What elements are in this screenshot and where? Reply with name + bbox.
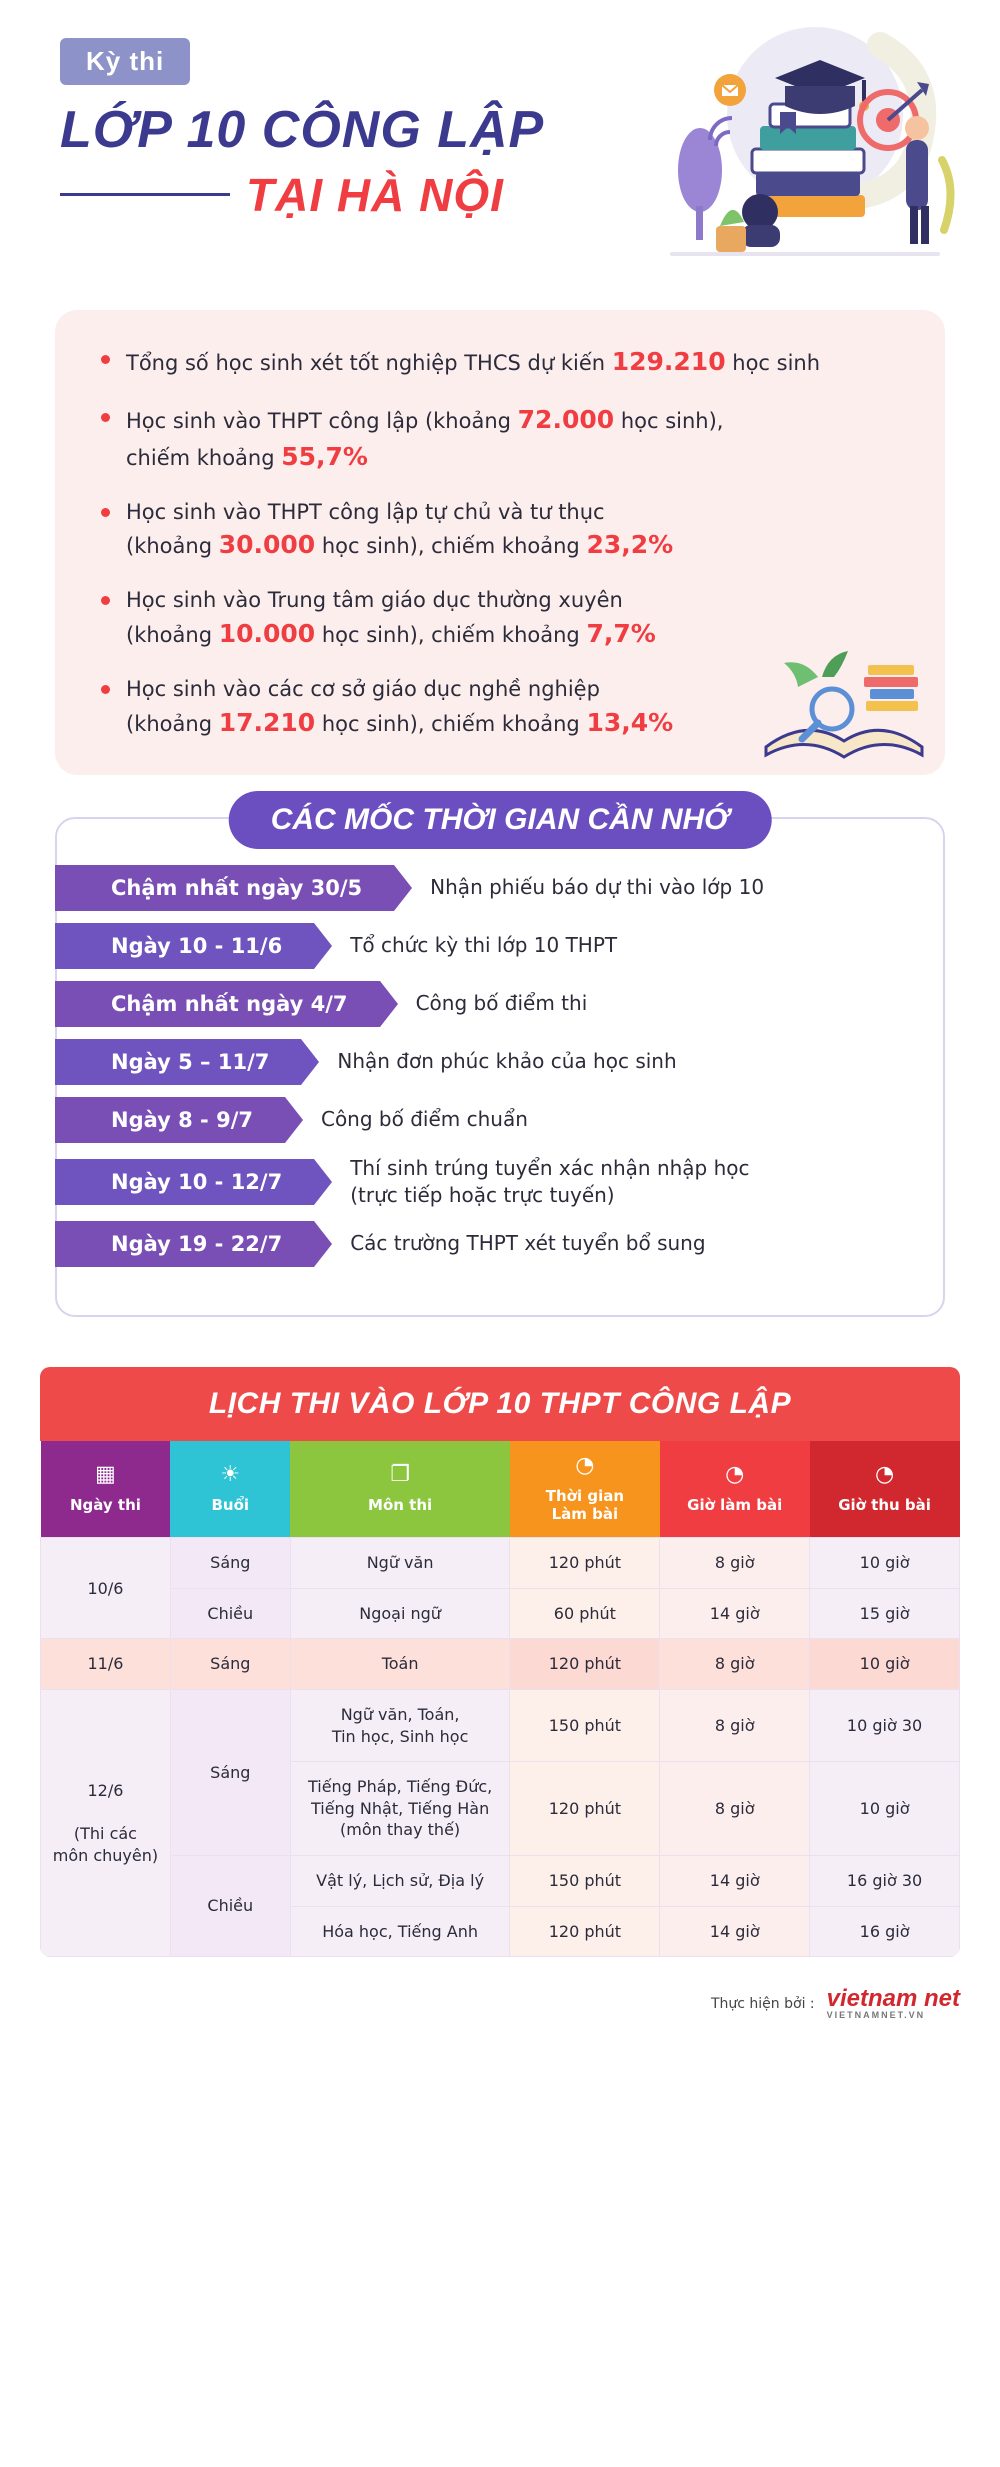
schedule-cell-subject: Hóa học, Tiếng Anh (290, 1906, 510, 1957)
stat-label: Học sinh vào THPT công lập tự chủ và tư thục (126, 499, 605, 524)
schedule-section (40, 1367, 960, 1957)
timeline-date-text: Ngày 10 - 11/6 (111, 933, 283, 958)
schedule-cell-subject: Vật lý, Lịch sử, Địa lý (290, 1855, 510, 1906)
stat-value: 13,4% (586, 707, 674, 737)
schedule-cell-start: 14 giờ (660, 1588, 810, 1639)
timeline-item (87, 923, 913, 969)
timeline-item (87, 865, 913, 911)
schedule-cell-duration: 150 phút (510, 1855, 660, 1906)
schedule-cell-duration: 150 phút (510, 1689, 660, 1761)
vietnamnet-logo-text: vietnam net (826, 1985, 960, 2013)
stat-label: học sinh (725, 351, 821, 375)
schedule-cell-start: 14 giờ (660, 1906, 810, 1957)
stat-label: (khoảng (126, 711, 219, 736)
timeline-item (87, 1039, 913, 1085)
schedule-body (41, 1538, 960, 1957)
schedule-cell-session: Chiều (170, 1588, 290, 1639)
stat-value: 72.000 (517, 405, 615, 435)
schedule-cell-subject: Toán (290, 1639, 510, 1690)
timeline-date-tag (55, 981, 380, 1027)
bullet-icon (101, 355, 110, 364)
timeline-list (87, 865, 913, 1267)
schedule-column-label: Thời gian Làm bài (545, 1487, 625, 1524)
timeline-desc: Công bố điểm thi (415, 991, 588, 1016)
stat-value: 55,7% (281, 441, 368, 471)
timeline-desc: Thí sinh trúng tuyển xác nhận nhập học (trực tiếp hoặc trực tuyến) (350, 1155, 750, 1207)
timeline-date-tag (55, 1039, 301, 1085)
vietnamnet-logo[interactable] (827, 1987, 960, 2020)
timeline-desc: Các trường THPT xét tuyển bổ sung (350, 1231, 706, 1256)
stat-text (126, 674, 673, 741)
page-subtitle-text: TẠI HÀ NỘI (246, 168, 504, 221)
bullet-icon (101, 413, 110, 422)
bullet-icon (101, 508, 110, 517)
schedule-cell-end: 16 giờ 30 (810, 1855, 960, 1906)
stats-card (55, 310, 945, 775)
schedule-column-header (660, 1441, 810, 1538)
schedule-column-label: Giờ thu bài (838, 1496, 931, 1515)
kythi-badge: Kỳ thi (60, 38, 190, 85)
footer-credit: Thực hiện bởi : (710, 1995, 815, 2012)
schedule-cell-end: 10 giờ (810, 1639, 960, 1690)
schedule-column-label: Môn thi (368, 1496, 433, 1515)
timeline-date-text: Chậm nhất ngày 4/7 (111, 991, 348, 1016)
stat-label: học sinh), chiếm khoảng (315, 534, 587, 559)
schedule-cell-day: 11/6 (41, 1639, 171, 1690)
stat-label: Học sinh vào các cơ sở giáo dục nghề nghiệp (126, 677, 600, 702)
timeline-title: CÁC MỐC THỜI GIAN CẦN NHỚ (229, 791, 772, 849)
schedule-cell-session: Sáng (170, 1538, 290, 1589)
page-title: LỚP 10 CÔNG LẬP (60, 101, 545, 159)
stat-label: (khoảng (126, 534, 219, 559)
timeline-date-tag (55, 923, 314, 969)
book-icon: ❐ (390, 1461, 410, 1487)
bullet-icon (101, 596, 110, 605)
schedule-cell-day: 12/6 (Thi các môn chuyên) (41, 1689, 171, 1956)
schedule-cell-start: 8 giờ (660, 1538, 810, 1589)
schedule-column-header (290, 1441, 510, 1538)
timeline-item (87, 1097, 913, 1143)
timeline-item (87, 1155, 913, 1209)
schedule-cell-subject: Ngoại ngữ (290, 1588, 510, 1639)
timeline-date-tag (55, 1097, 285, 1143)
clock-icon: ◔ (725, 1461, 745, 1487)
stat-label: Học sinh vào Trung tâm giáo dục thường xuyên (126, 588, 623, 613)
table-row (41, 1639, 960, 1690)
schedule-column-label: Ngày thi (69, 1496, 141, 1515)
schedule-column-header (510, 1441, 660, 1538)
timeline-desc: Nhận đơn phúc khảo của học sinh (337, 1049, 677, 1074)
schedule-column-header (810, 1441, 960, 1538)
stat-label: (khoảng (126, 622, 219, 647)
table-row (41, 1588, 960, 1639)
timeline-date-text: Chậm nhất ngày 30/5 (111, 875, 363, 900)
timeline-desc: Nhận phiếu báo dự thi vào lớp 10 (430, 875, 765, 900)
schedule-cell-end: 15 giờ (810, 1588, 960, 1639)
vietnamnet-logo-sub: VIETNAMNET.VN (826, 2010, 926, 2021)
schedule-cell-session: Sáng (170, 1689, 290, 1855)
calendar-icon: ▦ (95, 1461, 116, 1487)
stat-value: 17.210 (218, 707, 316, 737)
timeline-date-tag (55, 865, 394, 911)
clock-icon: ◔ (575, 1452, 595, 1478)
stat-value: 7,7% (586, 618, 656, 648)
schedule-cell-end: 16 giờ (810, 1906, 960, 1957)
timeline-date-tag (55, 1221, 314, 1267)
schedule-cell-duration: 120 phút (510, 1639, 660, 1690)
schedule-title: LỊCH THI VÀO LỚP 10 THPT CÔNG LẬP (40, 1367, 960, 1441)
timeline-date-tag (55, 1159, 314, 1205)
header (0, 0, 1000, 300)
schedule-column-header (41, 1441, 171, 1538)
timeline-date-text: Ngày 10 - 12/7 (111, 1169, 283, 1194)
stat-item (101, 585, 905, 652)
schedule-cell-start: 8 giờ (660, 1689, 810, 1761)
timeline-desc: Công bố điểm chuẩn (320, 1107, 528, 1132)
schedule-table (40, 1441, 960, 1957)
stat-label: học sinh), chiếm khoảng (315, 622, 587, 647)
schedule-cell-duration: 120 phút (510, 1538, 660, 1589)
schedule-cell-start: 8 giờ (660, 1639, 810, 1690)
table-row (41, 1538, 960, 1589)
schedule-cell-subject: Ngữ văn, Toán, Tin học, Sinh học (290, 1689, 510, 1761)
sun-icon: ☀ (220, 1461, 241, 1487)
schedule-cell-start: 8 giờ (660, 1762, 810, 1856)
schedule-column-label: Buổi (211, 1496, 250, 1515)
stat-item (101, 344, 905, 380)
stat-text (126, 344, 820, 380)
timeline-date-text: Ngày 5 – 11/7 (111, 1049, 270, 1074)
schedule-header-row (41, 1441, 960, 1538)
timeline-item (87, 981, 913, 1027)
schedule-cell-subject: Ngữ văn (290, 1538, 510, 1589)
clock-icon: ◔ (874, 1461, 895, 1487)
stat-item (101, 402, 905, 475)
books-magnifier-illustration (756, 647, 931, 767)
footer (40, 1987, 960, 2020)
stat-text (126, 585, 656, 652)
timeline-date-text: Ngày 8 - 9/7 (111, 1107, 253, 1132)
schedule-cell-session: Sáng (170, 1639, 290, 1690)
stat-value: 30.000 (218, 530, 316, 560)
stat-value: 10.000 (218, 618, 316, 648)
schedule-cell-end: 10 giờ (810, 1762, 960, 1856)
schedule-cell-duration: 60 phút (510, 1588, 660, 1639)
schedule-cell-subject: Tiếng Pháp, Tiếng Đức, Tiếng Nhật, Tiếng Hàn (môn thay thế) (290, 1762, 510, 1856)
timeline-desc: Tổ chức kỳ thi lớp 10 THPT (350, 933, 618, 958)
timeline-section (55, 802, 945, 1317)
table-row (41, 1689, 960, 1761)
timeline-date-text: Ngày 19 - 22/7 (111, 1231, 283, 1256)
stat-text (126, 497, 673, 564)
schedule-column-label: Giờ làm bài (687, 1496, 783, 1515)
schedule-cell-day: 10/6 (41, 1538, 171, 1639)
stat-label: học sinh), chiếm khoảng (315, 711, 587, 736)
schedule-column-header (170, 1441, 290, 1538)
stat-item (101, 497, 905, 564)
table-row (41, 1855, 960, 1906)
schedule-cell-end: 10 giờ 30 (810, 1689, 960, 1761)
stat-label: Học sinh vào THPT công lập (khoảng (126, 409, 518, 434)
schedule-cell-duration: 120 phút (510, 1906, 660, 1957)
stat-label: chiếm khoảng (126, 445, 282, 470)
bullet-icon (101, 685, 110, 694)
graduation-books-illustration (630, 20, 960, 280)
title-rule (60, 193, 230, 196)
timeline-item (87, 1221, 913, 1267)
schedule-cell-session: Chiều (170, 1855, 290, 1956)
schedule-cell-duration: 120 phút (510, 1762, 660, 1856)
stat-label: học sinh), (614, 409, 724, 434)
stat-value: 23,2% (586, 530, 674, 560)
stat-label: Tổng số học sinh xét tốt nghiệp THCS dự kiến (126, 351, 612, 375)
schedule-cell-start: 14 giờ (660, 1855, 810, 1906)
schedule-cell-end: 10 giờ (810, 1538, 960, 1589)
stat-value: 129.210 (611, 347, 726, 376)
stat-text (126, 402, 723, 475)
